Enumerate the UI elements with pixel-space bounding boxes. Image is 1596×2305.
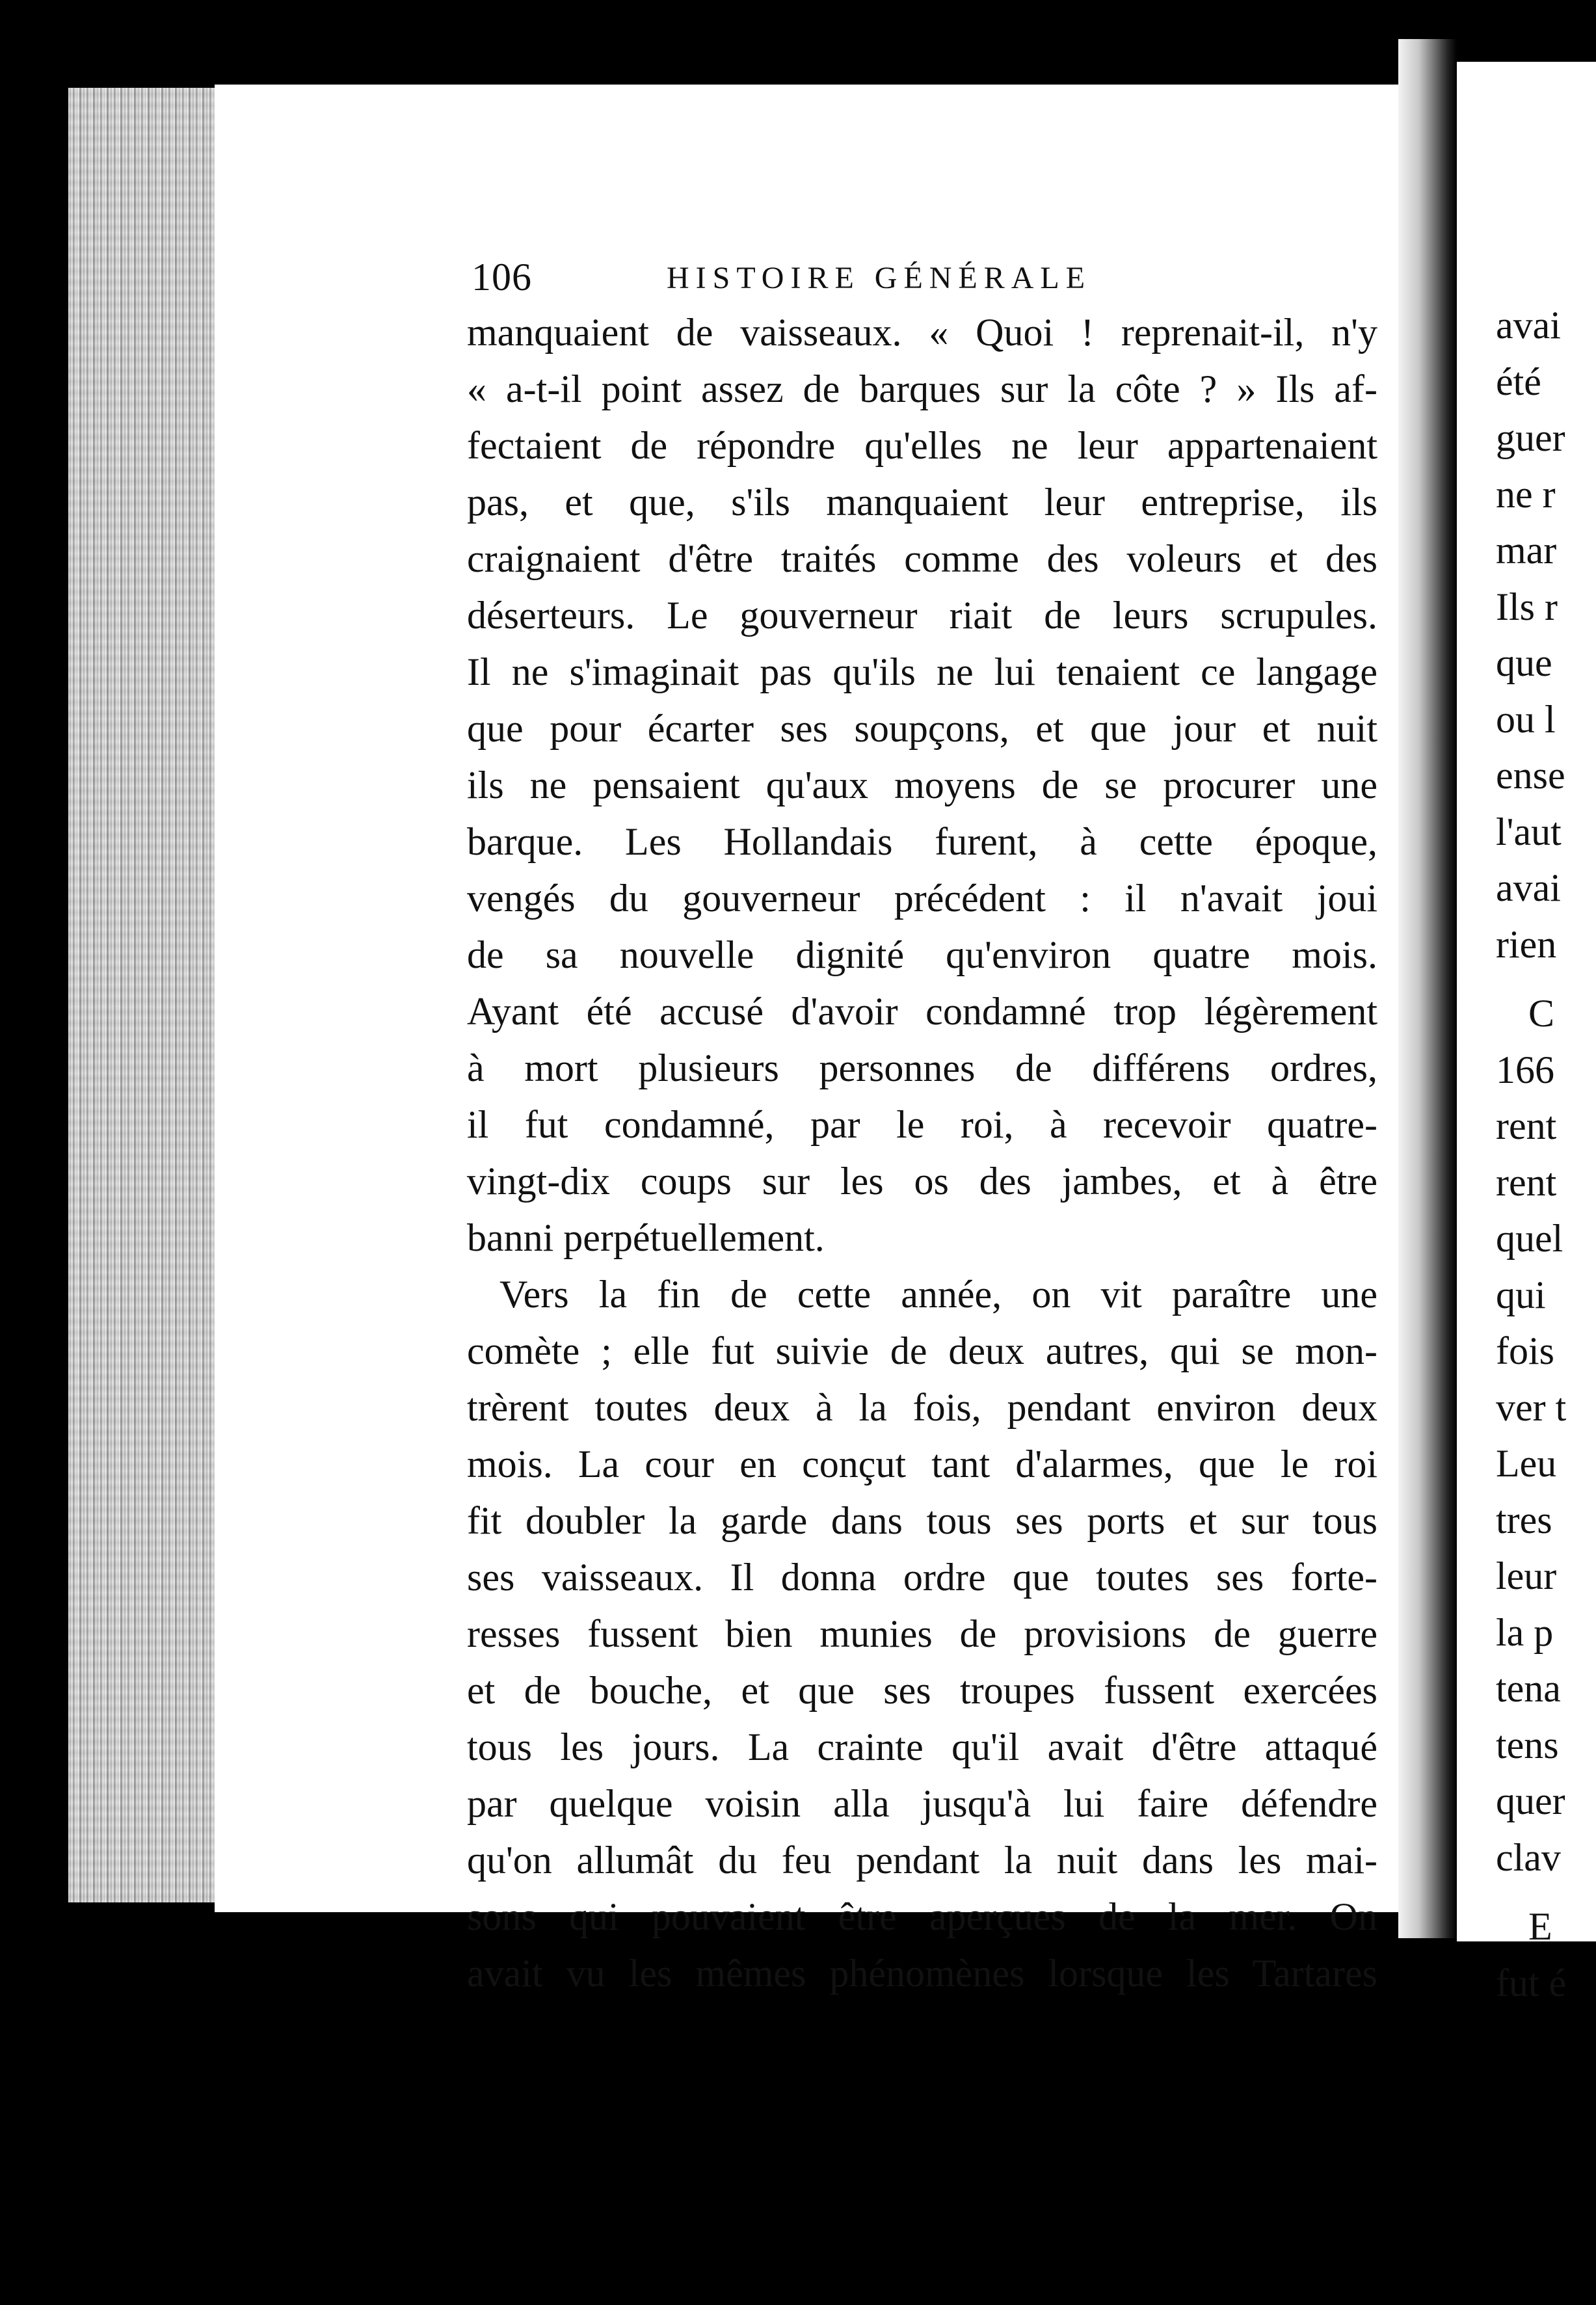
running-head: HISTOIRE GÉNÉRALE (667, 261, 1092, 295)
text-line: comète ; elle fut suivie de deux autres, qui se mon- (467, 1329, 1377, 1372)
facing-page-line: E (1528, 1905, 1552, 1948)
text-line: Vers la fin de cette année, on vit paraître une (499, 1273, 1377, 1316)
text-line: par quelque voisin alla jusqu'à lui faire défendre (467, 1782, 1377, 1825)
facing-page-line: la p (1496, 1610, 1554, 1654)
facing-page (1457, 62, 1596, 2005)
facing-page-line: Ils r (1496, 585, 1558, 628)
text-line: mois. La cour en conçut tant d'alarmes, que le roi (467, 1443, 1377, 1486)
facing-page-line: guer (1496, 416, 1565, 459)
facing-page-line: ense (1496, 754, 1565, 797)
text-line: pas, et que, s'ils manquaient leur entreprise, ils (467, 481, 1377, 524)
facing-page-line: 166 (1496, 1048, 1554, 1091)
left-page-edges (68, 88, 218, 1902)
text-line: resses fussent bien munies de provisions de guerre (467, 1612, 1377, 1655)
text-line: à mort plusieurs personnes de différens ordres, (467, 1046, 1377, 1089)
facing-page-line: tres (1496, 1498, 1552, 1541)
facing-page-line: mar (1496, 529, 1557, 572)
text-line: banni perpétuellement. (467, 1216, 825, 1259)
text-line: sons qui pouvaient être aperçues de la mer. On (467, 1895, 1377, 1938)
facing-page-line: tens (1496, 1723, 1559, 1766)
text-line: barque. Les Hollandais furent, à cette époque, (467, 820, 1377, 863)
facing-page-line: C (1528, 992, 1555, 1035)
facing-page-line: ver t (1496, 1385, 1567, 1429)
book-gutter-shadow (1398, 39, 1457, 1938)
facing-page-line: avai (1496, 866, 1561, 909)
text-line: trèrent toutes deux à la fois, pendant environ deux (467, 1386, 1377, 1429)
facing-page-line: quel (1496, 1217, 1563, 1260)
facing-page-line: l'aut (1496, 810, 1562, 853)
facing-page-line: clav (1496, 1835, 1561, 1879)
text-line: avait vu les mêmes phénomènes lorsque les Tartares (467, 1952, 1377, 1995)
text-line: qu'on allumât du feu pendant la nuit dans les mai- (467, 1839, 1377, 1882)
facing-page-line: rent (1496, 1160, 1557, 1204)
facing-page-line: avai (1496, 304, 1561, 347)
facing-page-line: que (1496, 641, 1552, 684)
text-line: il fut condamné, par le roi, à recevoir quatre- (467, 1103, 1377, 1146)
facing-page-line: quer (1496, 1779, 1565, 1822)
facing-page-line: tena (1496, 1667, 1561, 1710)
text-line: ils ne pensaient qu'aux moyens de se procurer une (467, 764, 1377, 806)
body-text (467, 304, 1377, 2002)
text-line: fit doubler la garde dans tous ses ports et sur tous (467, 1499, 1377, 1542)
text-line: déserteurs. Le gouverneur riait de leurs scrupules. (467, 594, 1377, 637)
text-line: ses vaisseaux. Il donna ordre que toutes ses forte- (467, 1556, 1377, 1599)
facing-page-line: ne r (1496, 472, 1556, 516)
text-line: manquaient de vaisseaux. « Quoi ! reprenait-il, n'y (467, 311, 1377, 354)
text-line: vengés du gouverneur précédent : il n'avait joui (467, 877, 1377, 920)
facing-page-line: leur (1496, 1554, 1557, 1597)
facing-page-line: ou l (1496, 697, 1556, 741)
text-line: Il ne s'imaginait pas qu'ils ne lui tenaient ce langage (467, 650, 1377, 693)
text-line: tous les jours. La crainte qu'il avait d'être attaqué (467, 1725, 1377, 1768)
facing-page-line: rent (1496, 1104, 1557, 1147)
facing-page-line: rien (1496, 922, 1557, 966)
text-line: « a-t-il point assez de barques sur la côte ? » Ils af- (467, 367, 1377, 410)
text-line: et de bouche, et que ses troupes fussent exercées (467, 1669, 1377, 1712)
text-line: vingt-dix coups sur les os des jambes, et à être (467, 1160, 1377, 1203)
text-line: que pour écarter ses soupçons, et que jour et nuit (467, 707, 1377, 750)
text-line: de sa nouvelle dignité qu'environ quatre mois. (467, 933, 1377, 976)
facing-page-line: qui (1496, 1273, 1546, 1316)
text-line: Ayant été accusé d'avoir condamné trop légèrement (467, 990, 1377, 1033)
facing-page-line: été (1496, 360, 1541, 403)
text-line: fectaient de répondre qu'elles ne leur appartenaient (467, 424, 1377, 467)
text-line: craignaient d'être traités comme des voleurs et des (467, 537, 1377, 580)
facing-page-line: Leu (1496, 1442, 1557, 1485)
facing-page-line: fois (1496, 1329, 1554, 1372)
facing-page-line: fut é (1496, 1961, 1567, 2005)
page-number: 106 (472, 256, 532, 299)
